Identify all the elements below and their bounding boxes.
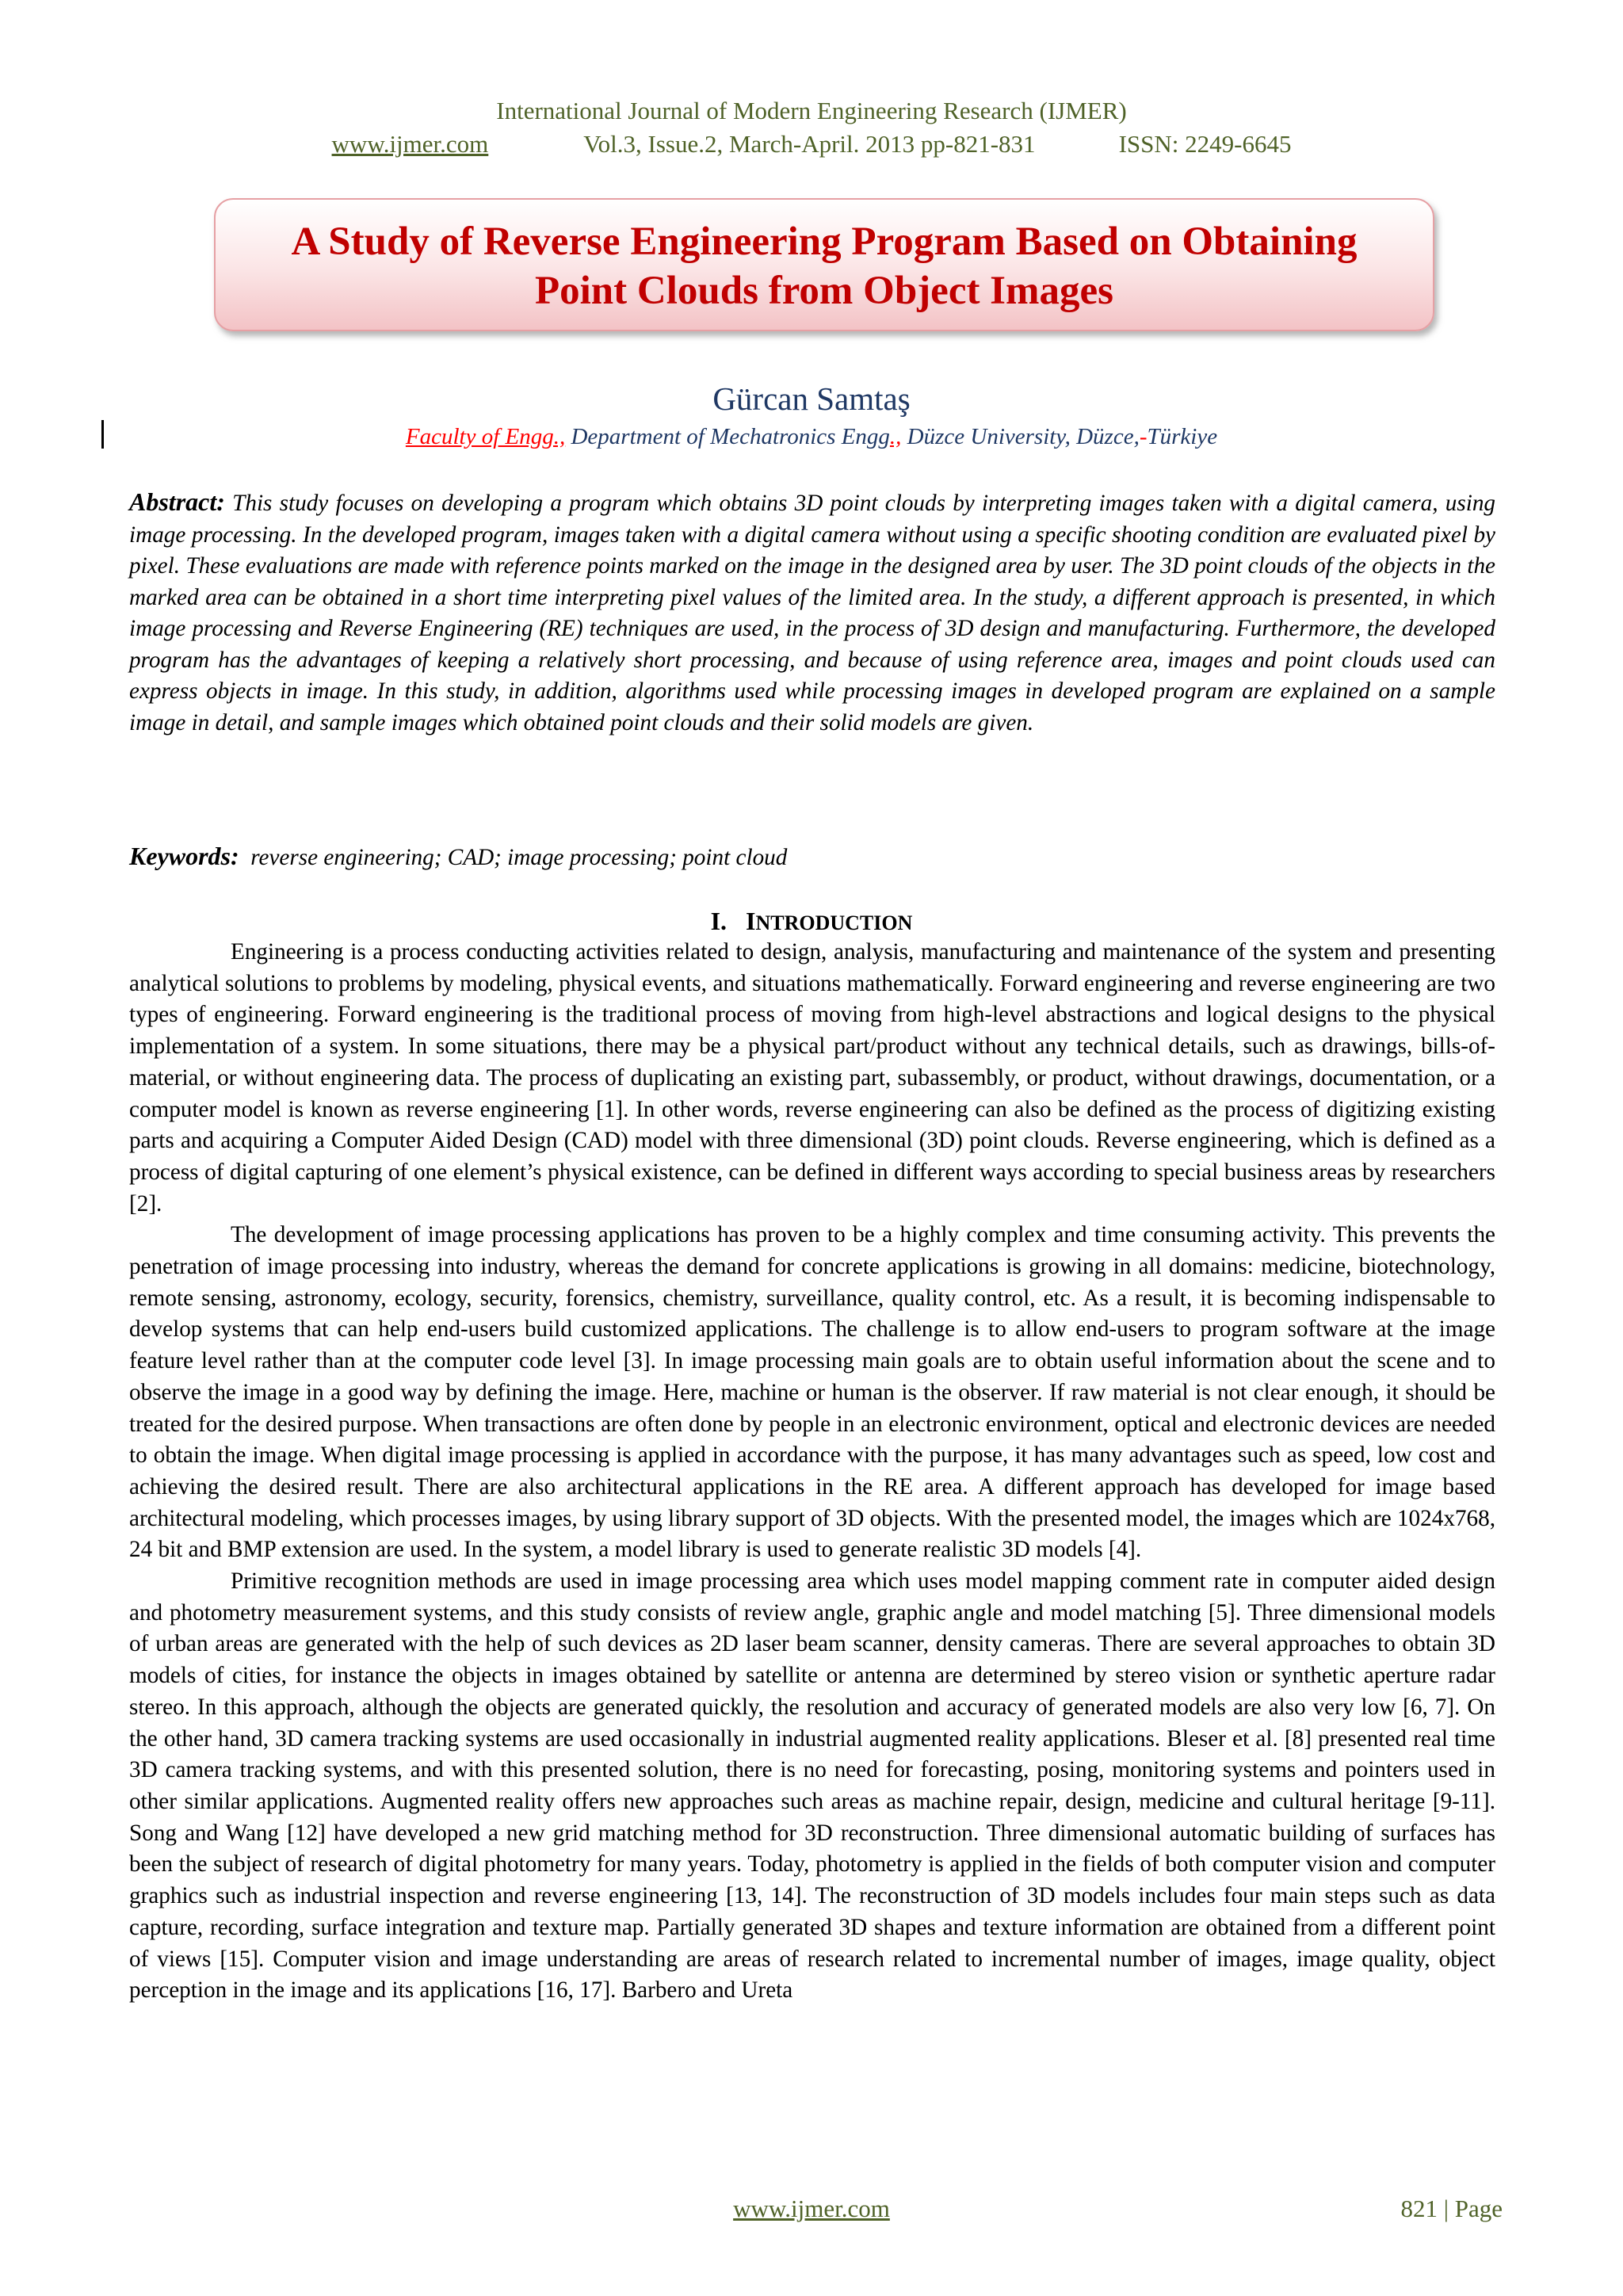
- title-line-2: Point Clouds from Object Images: [534, 269, 1113, 313]
- abstract-text: This study focuses on developing a program which obtains 3D point clouds by interpreting images taken with a digital camera, using image processing. In the developed program, images taken with a digital camera without using a specific shooting condition are evaluated pixel by pixel. These evaluations are made with reference points marked on the image in the designed area by user. The 3D point clouds of the objects in the marked area can be obtained in a short time interpreting pixel values of the limited area. In the study, a different approach is presented, in which image processing and Reverse Engineering (RE) techniques are used, in the process of 3D design and manufacturing. Furthermore, the developed program has the advantages of keeping a relatively short processing, and because of using reference area, images and point clouds used can express objects in image. In this study, in addition, algorithms used while processing images in developed program are explained on a sample image in detail, and sample images which obtained point clouds and their solid models are given.: [129, 491, 1496, 735]
- author-name: Gürcan Samtaş: [712, 380, 911, 417]
- footer-page-number: 821 | Page: [1400, 2195, 1503, 2222]
- paper-title: [216, 200, 1433, 315]
- affiliation-faculty: Faculty of Engg.,: [405, 424, 566, 449]
- affiliation-department: Department of Mechatronics Engg: [565, 424, 890, 449]
- affiliation-dash: -: [1139, 424, 1148, 449]
- keywords-text: reverse engineering; CAD; image processing; point cloud: [250, 845, 788, 870]
- title-line-1: A Study of Reverse Engineering Program Based on Obtaining: [291, 220, 1358, 264]
- journal-name: International Journal of Modern Engineering Research (IJMER): [496, 97, 1127, 124]
- affiliation-country: Türkiye: [1147, 424, 1218, 449]
- affiliation-university: Düzce University, Düzce,: [901, 424, 1140, 449]
- paragraph-2: The development of image processing applications has proven to be a highly complex and time consuming activity. This prevents the penetration of image processing into industry, whereas the demand for concrete applications is growing in all domains: medicine, biotechnology, remote sensing, astronomy, ecology, security, forensics, chemistry, surveillance, quality control, etc. As a result, it is becoming indispensable to develop systems that can help end-users build customized applications. The challenge is to allow end-users to program software at the image feature level rather than at the computer code level [3]. In image processing main goals are to obtain useful information about the scene and to observe the image in a good way by defining the image. Here, machine or human is the observer. If raw material is not clear enough, it should be treated for the desired purpose. When transactions are often done by people in an electronic environment, optical and electronic devices are needed to obtain the image. When digital image processing is applied in accordance with the purpose, it has many advantages such as speed, low cost and achieving the desired result. There are also architectural applications in the RE area. A different approach has developed for image based architectural modeling, which processes images, by using library support of 3D objects. With the presented model, the images which are 1024x768, 24 bit and BMP extension are used. In the system, a model library is used to generate realistic 3D models [4].: [129, 1222, 1495, 1563]
- journal-info-line: [0, 128, 1623, 160]
- issn: ISSN: 2249-6645: [1118, 130, 1292, 158]
- title-box: [214, 198, 1434, 331]
- abstract-label: Abstract:: [129, 487, 225, 516]
- keywords-label: Keywords:: [129, 842, 239, 870]
- section-number: I.: [710, 907, 727, 935]
- paragraph-1: Engineering is a process conducting activities related to design, analysis, manufacturing and maintenance of the system and presenting analytical solutions to problems by modeling, physical events, and situations mathematically. Forward engineering and reverse engineering are two types of engineering. Forward engineering is the traditional process of moving from high-level abstractions and logical designs to the physical implementation of a system. In some situations, there may be a physical part/product without any technical details, such as drawings, bills-of-material, or without engineering data. The process of duplicating an existing part, subassembly, or product, without drawings, documentation, or a computer model is known as reverse engineering [1]. In other words, reverse engineering can also be defined as the process of digitizing existing parts and acquiring a Computer Aided Design (CAD) model with three dimensional (3D) point clouds. Reverse engineering, which is defined as a process of digital capturing of one element’s physical existence, can be defined in different ways according to special business areas by researchers [2].: [129, 939, 1495, 1217]
- section-title-rest: NTRODUCTION: [755, 911, 913, 934]
- section-first-letter: I: [746, 907, 756, 935]
- section-heading-introduction: [0, 905, 1623, 939]
- journal-website-link[interactable]: www.ijmer.com: [331, 130, 489, 158]
- footer-website-link[interactable]: www.ijmer.com: [733, 2195, 890, 2222]
- paragraph-3: Primitive recognition methods are used in image processing area which uses model mapping comment rate in computer aided design and photometry measurement systems, and this study consists of review angle, graphic angle and model matching [5]. Three dimensional models of urban areas are generated with the help of such devices as 2D laser beam scanner, density cameras. There are several approaches to obtain 3D models of cities, for instance the objects in images obtained by satellite or antenna are determined by stereo vision or synthetic aperture radar stereo. In this approach, although the objects are generated quickly, the resolution and accuracy of generated models are also very low [6, 7]. On the other hand, 3D camera tracking systems are used occasionally in industrial augmented reality applications. Bleser et al. [8] presented real time 3D camera tracking systems, and with this presented solution, there is no need for forecasting, posing, monitoring systems and pointers used in other similar applications. Augmented reality offers new approaches such areas as machine repair, design, medicine and cultural heritage [9-11]. Song and Wang [12] have developed a new grid matching method for 3D reconstruction. Three dimensional automatic building of surfaces has been the subject of research of digital photometry for many years. Today, photometry is applied in the fields of both computer vision and computer graphics such as industrial inspection and reverse engineering [13, 14]. The reconstruction of 3D models includes four main steps such as data capture, recording, surface integration and texture map. Partially generated 3D shapes and texture information are obtained from a different point of views [15]. Computer vision and image understanding are areas of research related to incremental number of images, image quality, object perception in the image and its applications [16, 17]. Barbero and Ureta: [129, 1568, 1495, 2004]
- abstract: [129, 487, 1495, 739]
- introduction-body: [129, 937, 1495, 2007]
- footer-website: [0, 2193, 1623, 2225]
- author-affiliation: [0, 422, 1623, 452]
- volume-info: Vol.3, Issue.2, March-April. 2013 pp-821-831: [583, 130, 1036, 158]
- affiliation-dot: .,: [889, 424, 902, 449]
- keywords: [129, 840, 1495, 873]
